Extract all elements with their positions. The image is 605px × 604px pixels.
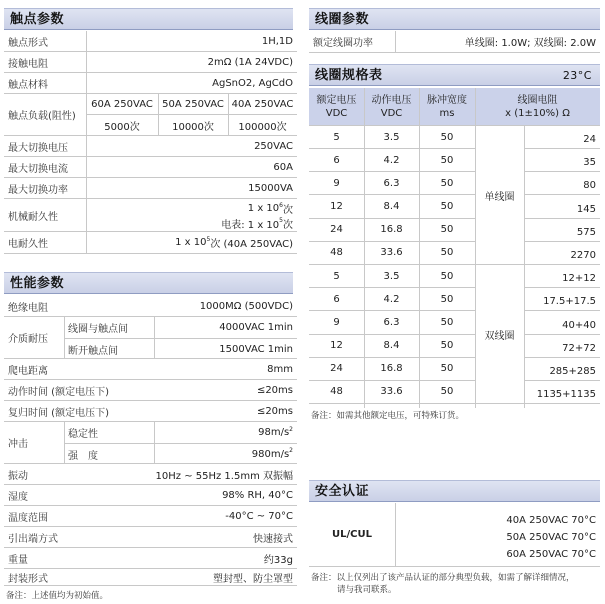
load-60a: 60A 250VAC [91,98,153,110]
cell-rated-voltage: 24 [330,224,343,236]
creepage-value: 8mm [267,363,293,375]
mech-life-value-1: 1 x 10 $^6$ 次 [247,201,293,216]
cycles-40a: 100000次 [238,122,287,133]
cell-pulse-width: 50 [440,131,454,143]
row-max-power [4,178,297,199]
coil-contact-label: 线圈与触点间 [68,324,128,335]
cell-operate-voltage: 16.8 [380,224,403,236]
coil-spec-row-single [309,149,600,172]
safety-note-line2: 请与我司联系。 [337,585,397,595]
cell-rated-voltage: 9 [333,316,340,328]
open-contact-label: 断开触点间 [68,345,118,357]
cell-coil-resistance: 80 [583,180,596,192]
safety-section-title [309,480,600,502]
safety-rating-50a: 50A 250VAC 70°C [506,531,596,543]
row-release-time [4,401,297,422]
cell-pulse-width: 50 [440,293,454,305]
cell-pulse-width: 50 [440,154,454,166]
row-creepage [4,359,297,380]
load-40a: 40A 250VAC [231,98,294,110]
double-coil-label: 双线圈 [484,331,515,342]
row-contact-material [4,73,297,94]
open-contact-value: 1500VAC 1min [219,343,293,355]
load-50a: 50A 250VAC [162,98,224,110]
cell-coil-resistance: 35 [583,157,596,169]
coil-spec-note: 备注：如需其他额定电压，可特殊订货。 [311,411,465,421]
coil-table [309,31,600,53]
safety-cert-label: UL/CUL [332,529,372,540]
package-value: 塑封型、防尘罩型 [213,573,293,585]
coil-spec-row-double [309,288,600,311]
terminal-value: 快速接式 [253,533,293,545]
contact-resistance-label: 接触电阻 [8,58,48,70]
row-max-voltage [4,136,297,157]
elec-life-label: 电耐久性 [8,239,48,250]
row-humidity [4,485,297,506]
coil-spec-row-double [309,335,600,358]
cell-rated-voltage: 48 [330,247,343,259]
coil-spec-row-single [309,219,600,242]
safety-rating-60a: 60A 250VAC 70°C [506,548,596,560]
safety-rating-40a: 40A 250VAC 70°C [506,514,596,526]
row-max-current [4,157,297,178]
cell-operate-voltage: 3.5 [383,131,400,143]
row-contact-load [4,94,297,136]
coil-title: 线圈参数 [315,12,370,27]
contact-material-label: 触点材料 [8,79,48,91]
release-time-value: ≤20ms [256,405,293,417]
cell-coil-resistance: 12+12 [562,273,596,285]
row-contact-form [4,31,297,52]
coil-spec-row-single [309,172,600,195]
temperature-value: -40°C ~ 70°C [225,510,293,522]
row-weight [4,548,297,569]
safety-title: 安全认证 [315,484,370,499]
cell-operate-voltage: 8.4 [383,201,400,213]
safety-table [309,503,600,567]
coil-spec-row-single [309,196,600,219]
cell-rated-voltage: 48 [330,386,343,398]
mech-life-value-2: 电表: 1 x 10 $^5$ 次 [221,216,293,231]
cell-pulse-width: 50 [440,316,454,328]
cell-operate-voltage: 33.6 [380,386,403,398]
coil-section-title [309,8,600,30]
row-terminal [4,527,297,548]
vibration-label: 振动 [8,470,28,482]
cell-coil-resistance: 145 [576,203,596,215]
contact-form-value: 1H,1D [261,35,293,47]
cell-pulse-width: 50 [440,363,454,375]
max-power-value: 15000VA [248,182,293,194]
insulation-value: 1000MΩ (500VDC) [199,300,293,312]
cell-operate-voltage: 8.4 [383,340,400,352]
package-label: 封装形式 [8,573,48,585]
cell-coil-resistance: 285+285 [549,365,596,377]
header-coil-resistance: 线圈电阻 x (1±10%) Ω [505,94,570,119]
coil-spec-row-single [309,242,600,265]
cell-pulse-width: 50 [440,224,454,236]
insulation-label: 绝缘电阻 [8,302,48,314]
cell-pulse-width: 50 [440,177,454,189]
coil-spec-row-double [309,381,600,404]
weight-value: 约33g [263,554,293,566]
cell-pulse-width: 50 [440,201,454,213]
cell-rated-voltage: 12 [330,201,343,213]
terminal-label: 引出端方式 [8,533,58,545]
coil-spec-row-double [309,265,600,288]
cell-operate-voltage: 4.2 [383,154,400,166]
release-time-label: 复归时间 (额定电压下) [8,407,109,419]
cycles-50a: 10000次 [172,122,214,133]
cell-pulse-width: 50 [440,247,454,259]
dielectric-label: 介质耐压 [8,334,48,345]
contact-resistance-value: 2mΩ (1A 24VDC) [207,56,293,68]
cell-rated-voltage: 6 [333,154,340,166]
contact-form-label: 触点形式 [8,37,48,49]
contact-title: 触点参数 [10,12,65,27]
cell-rated-voltage: 5 [333,131,340,143]
operate-time-label: 动作时间 (额定电压下) [8,386,109,398]
cell-coil-resistance: 40+40 [562,319,596,331]
temperature-label: 温度范围 [8,512,48,524]
coil-spec-row-double [309,358,600,381]
contact-material-value: AgSnO2, AgCdO [212,77,293,89]
row-contact-resistance [4,52,297,73]
cell-pulse-width: 50 [440,270,454,282]
cell-operate-voltage: 33.6 [380,247,403,259]
humidity-value: 98% RH, 40°C [222,489,293,501]
cell-rated-voltage: 6 [333,293,340,305]
performance-table [4,296,297,586]
weight-label: 重量 [8,554,28,566]
cell-coil-resistance: 2270 [570,250,596,261]
shock-label: 冲击 [8,439,28,450]
cell-rated-voltage: 12 [330,340,343,352]
shock-stability-label: 稳定性 [68,429,98,440]
header-rated-voltage: 额定电压 VDC [316,94,357,119]
shock-strength-label: 强 度 [68,450,98,462]
max-voltage-value: 250VAC [254,140,293,152]
shock-stability-value: 98m/s $^2$ [258,425,293,438]
cell-operate-voltage: 6.3 [383,177,400,189]
cell-rated-voltage: 5 [333,270,340,282]
cell-pulse-width: 50 [440,340,454,352]
cell-rated-voltage: 24 [330,363,343,375]
single-coil-label: 单线圈 [484,192,515,203]
row-insulation [4,296,297,317]
row-vibration [4,464,297,485]
cell-coil-resistance: 24 [583,134,596,146]
row-mech-life [4,199,297,232]
max-voltage-label: 最大切换电压 [8,142,68,154]
cycles-60a: 5000次 [104,122,140,133]
row-operate-time [4,380,297,401]
coil-spec-row-single [309,126,600,149]
max-current-label: 最大切换电流 [8,163,68,175]
vibration-value: 10Hz ~ 55Hz 1.5mm 双振幅 [155,470,293,482]
performance-title: 性能参数 [10,276,65,291]
cell-coil-resistance: 72+72 [562,342,596,354]
header-pulse-width: 脉冲宽度 ms [427,94,467,119]
row-coil-power [309,31,600,53]
coil-spec-section-title [309,64,600,86]
contact-load-label: 触点负载(阻性) [8,111,76,122]
performance-section-title [4,272,293,294]
creepage-label: 爬电距离 [8,365,48,377]
humidity-label: 湿度 [8,491,28,503]
cell-pulse-width: 50 [440,386,454,398]
operate-time-value: ≤20ms [256,384,293,396]
cell-rated-voltage: 9 [333,177,340,189]
coil-spec-table [309,88,600,408]
header-operate-voltage: 动作电压 VDC [371,94,412,119]
row-dielectric [4,317,297,359]
cell-operate-voltage: 4.2 [383,293,400,305]
contact-table [4,31,297,250]
coil-spec-temp: 23°C [562,69,592,82]
safety-note-line1: 备注：以上仅列出了该产品认证的部分典型负载，如需了解详细情况， [311,573,575,583]
elec-life-value: 1 x 10 $^5$ 次 (40A 250VAC) [175,235,293,250]
row-elec-life [4,232,297,254]
cell-coil-resistance: 1135+1135 [536,389,596,401]
coil-power-label: 额定线圈功率 [313,38,373,49]
mech-life-label: 机械耐久性 [8,211,58,223]
coil-spec-row-double [309,311,600,334]
coil-spec-header [309,88,600,126]
contact-section-title [4,8,293,30]
row-shock [4,422,297,464]
cell-operate-voltage: 16.8 [380,363,403,375]
cell-operate-voltage: 6.3 [383,316,400,328]
shock-strength-value: 980m/s $^2$ [251,447,293,460]
row-package [4,569,297,586]
row-temperature [4,506,297,527]
cell-coil-resistance: 575 [576,226,596,238]
cell-operate-voltage: 3.5 [383,270,400,282]
coil-spec-title: 线圈规格表 [315,68,383,83]
max-power-label: 最大切换功率 [8,184,68,196]
coil-contact-value: 4000VAC 1min [219,322,293,333]
coil-power-value: 单线圈: 1.0W; 双线圈: 2.0W [464,38,596,49]
cell-coil-resistance: 17.5+17.5 [543,296,596,308]
max-current-value: 60A [273,161,293,173]
performance-note: 备注：上述值均为初始值。 [6,591,109,601]
